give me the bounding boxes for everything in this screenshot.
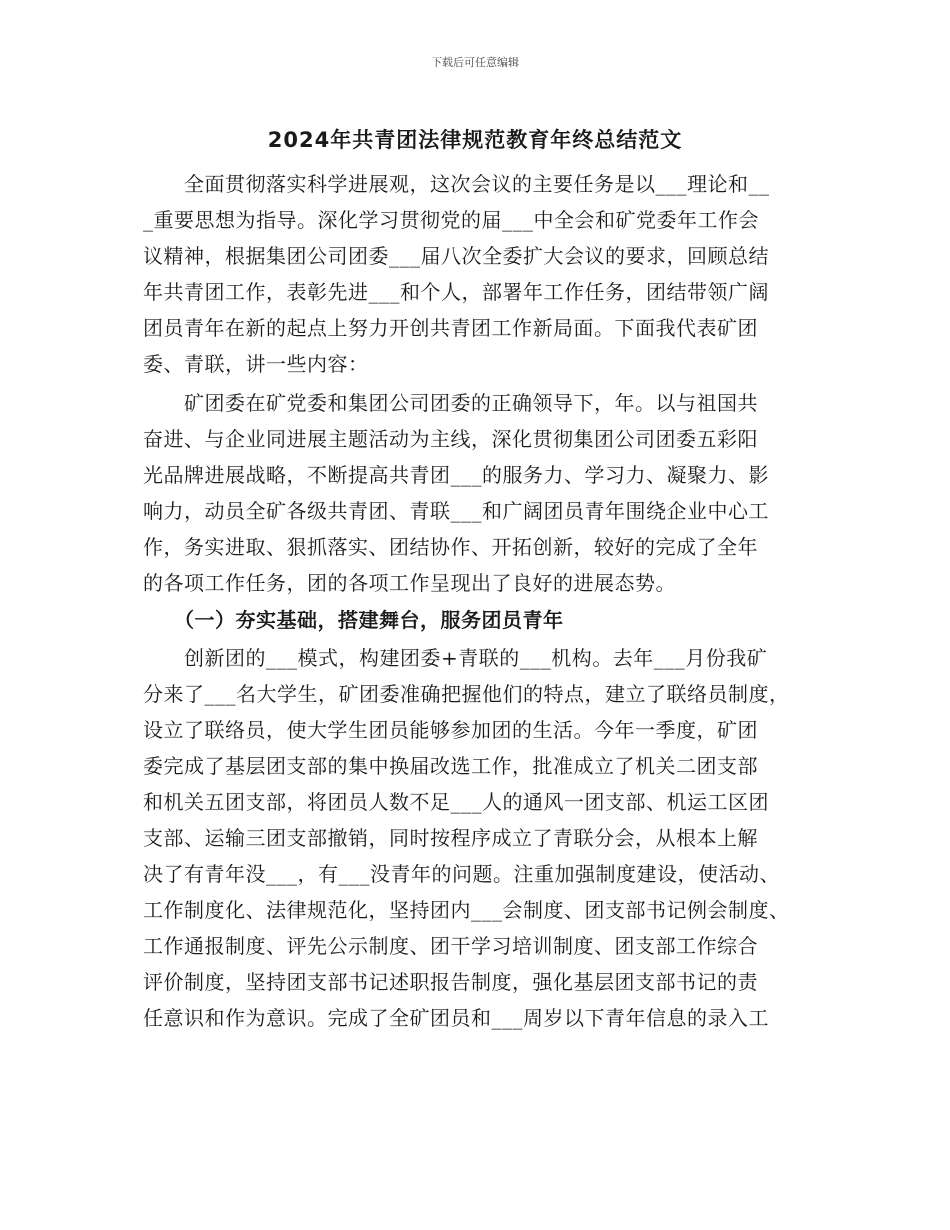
paragraph-line: 任意识和作为意识。完成了全矿团员和___周岁以下青年信息的录入工 [143, 1006, 769, 1030]
paragraph-line: 和机关五团支部，将团员人数不足___人的通风一团支部、机运工区团 [143, 790, 769, 814]
paragraph-line: 创新团的___模式，构建团委+青联的___机构。去年___月份我矿 [143, 646, 768, 670]
paragraph-line: 设立了联络员，使大学生团员能够参加团的生活。今年一季度，矿团 [143, 718, 758, 742]
paragraph-line: 工作制度化、法律规范化，坚持团内___会制度、团支部书记例会制度、 [143, 898, 790, 922]
paragraph-line: 年共青团工作，表彰先进___和个人，部署年工作任务，团结带领广阔 [143, 280, 769, 304]
paragraph-line: 矿团委在矿党委和集团公司团委的正确领导下，年。以与祖国共 [143, 391, 758, 415]
paragraph-line: 评价制度，坚持团支部书记述职报告制度，强化基层团支部书记的责 [143, 970, 758, 994]
paragraph-line: 作，务实进取、狠抓落实、团结协作、开拓创新，较好的完成了全年 [143, 535, 758, 559]
paragraph-line: 委、青联，讲一些内容： [143, 352, 369, 376]
paragraph-line: 的各项工作任务，团的各项工作呈现出了良好的进展态势。 [143, 571, 676, 595]
document-title: 2024年共青团法律规范教育年终总结范文 [267, 128, 683, 152]
paragraph-line: 奋进、与企业同进展主题活动为主线，深化贯彻集团公司团委五彩阳 [143, 427, 758, 451]
paragraph-line: 委完成了基层团支部的集中换届改选工作，批准成立了机关二团支部 [143, 754, 758, 778]
paragraph-line: 议精神，根据集团公司团委___届八次全委扩大会议的要求，回顾总结 [143, 244, 769, 268]
paragraph-line: 支部、运输三团支部撤销，同时按程序成立了青联分会，从根本上解 [143, 826, 758, 850]
header-note: 下载后可任意编辑 [431, 56, 519, 69]
paragraph-line: 全面贯彻落实科学进展观，这次会议的主要任务是以___理论和__ [143, 172, 770, 196]
paragraph-line: _重要思想为指导。深化学习贯彻党的届___中全会和矿党委年工作会 [143, 208, 759, 232]
paragraph-line: 光品牌进展战略，不断提高共青团___的服务力、学习力、凝聚力、影 [143, 463, 769, 487]
paragraph-line: 团员青年在新的起点上努力开创共青团工作新局面。下面我代表矿团 [143, 316, 758, 340]
paragraph-line: 工作通报制度、评先公示制度、团干学习培训制度、团支部工作综合 [143, 934, 758, 958]
paragraph-line: 响力，动员全矿各级共青团、青联___和广阔团员青年围绕企业中心工 [143, 499, 769, 523]
paragraph-line: 分来了___名大学生，矿团委准确把握他们的特点，建立了联络员制度， [143, 682, 790, 706]
section-heading: （一）夯实基础，搭建舞台，服务团员青年 [143, 608, 564, 632]
paragraph-line: 决了有青年没___，有___没青年的问题。注重加强制度建设，使活动、 [143, 862, 780, 886]
